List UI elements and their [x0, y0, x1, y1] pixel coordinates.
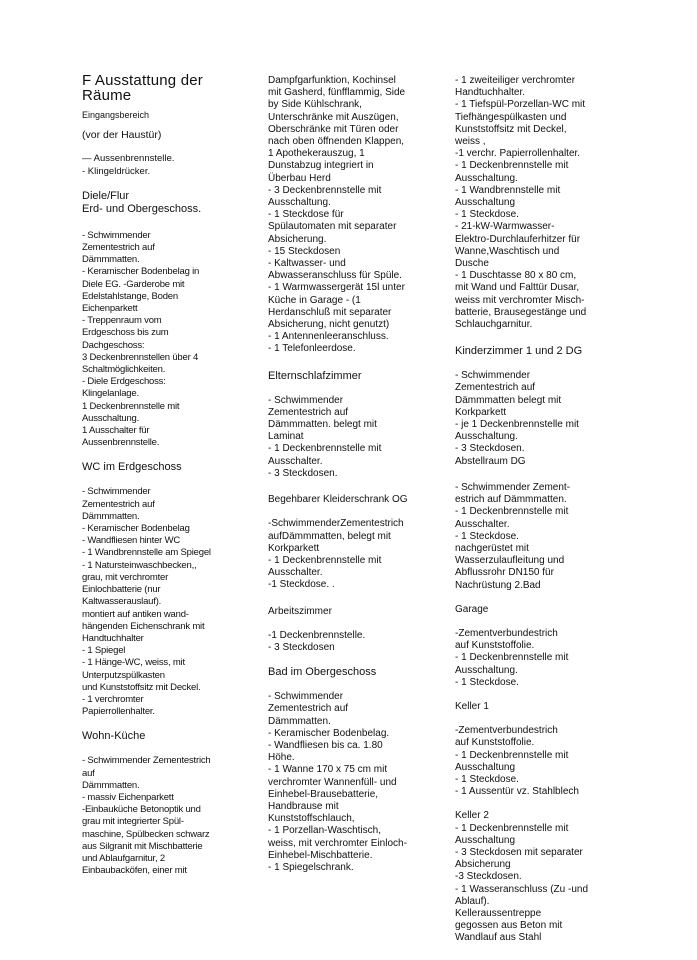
section-subheading: (vor der Haustür): [82, 129, 162, 142]
section-body-wc: - Schwimmender Zementestrich auf Dämmmatten. - Keramischer Bodenbelag - Wandfliesen hinter WC - 1 Wandbrennstelle am Spiegel - 1 Natursteinwaschbecken,, grau, mit verchromter Einlochbatterie (nur Kaltwasserauslauf). montiert auf antiken wand- hängenden Eichenschrank mit Handtuchhalter - 1 Spiegel - 1 Hänge-WC, weiss, mit Unterputzspülkasten und Kunststoffsitz mit Deckel. - 1 verchromter Papierrollenhalter.: [82, 486, 211, 718]
section-body-eingangsbereich: — Aussenbrennstelle. - Klingeldrücker.: [82, 153, 175, 177]
section-heading-keller1: Keller 1: [455, 700, 489, 712]
section-body-abstellraum: - Schwimmender Zement- estrich auf Dämmmatten. - 1 Deckenbrennstelle mit Ausschalter. - 1 Steckdose. nachgerüstet mit Wasserzulaufleitung und Abflussrohr DN150 für Nachrüstung 2.Bad: [455, 481, 571, 591]
section-body-elternschlafzimmer: - Schwimmender Zementestrich auf Dämmmatten. belegt mit Laminat - 1 Deckenbrennstelle mit Ausschalter. - 3 Steckdosen.: [268, 394, 382, 479]
section-heading-diele: Diele/Flur Erd- und Obergeschoss.: [82, 189, 202, 215]
section-heading-kinderzimmer: Kinderzimmer 1 und 2 DG: [455, 345, 583, 358]
section-heading-wohnkueche: Wohn-Küche: [82, 730, 146, 743]
section-body-arbeitszimmer: -1 Deckenbrennstelle. - 3 Steckdosen: [268, 629, 366, 653]
section-heading-kleiderschrank: Begehbarer Kleiderschrank OG: [268, 494, 408, 506]
section-body-kleiderschrank: -SchwimmenderZementestrich aufDämmmatten, belegt mit Korkparkett - 1 Deckenbrennstelle mit Ausschalter. -1 Steckdose. .: [268, 518, 404, 591]
section-body-keller1: -Zementverbundestrich auf Kunststoffolie. - 1 Deckenbrennstelle mit Ausschaltung - 1 Steckdose. - 1 Aussentür vz. Stahlblech: [455, 725, 579, 798]
section-body-kinderzimmer: - Schwimmender Zementestrich auf Dämmmatten belegt mit Korkparkett - je 1 Deckenbrennstelle mit Ausschaltung. - 3 Steckdosen. Abstellraum DG: [455, 370, 579, 467]
section-body-keller2: - 1 Deckenbrennstelle mit Ausschaltung - 3 Steckdosen mit separater Absicherung -3 Steckdosen. - 1 Wasseranschluss (Zu -und Ablauf). Kelleraussentreppe gegossen aus Beton mit Wandlauf aus Stahl: [455, 822, 589, 944]
section-body-bad-og: - Schwimmender Zementestrich auf Dämmmatten. - Keramischer Bodenbelag. - Wandfliesen bis ca. 1.80 Höhe. - 1 Wanne 170 x 75 cm mit verchromter Wannenfüll- und Einhebel-Brausebatterie, Handbrause mit Kunststoffschlauch, - 1 Porzellan-Waschtisch, weiss, mit verchromter Einloch- Einhebel-Mischbatterie. - 1 Spiegelschrank.: [268, 691, 407, 873]
column-2: [268, 75, 440, 874]
section-heading-wc: WC im Erdgeschoss: [82, 461, 182, 474]
column-1: [82, 73, 244, 877]
section-heading-keller2: Keller 2: [455, 810, 489, 822]
section-heading-arbeitszimmer: Arbeitszimmer: [268, 605, 332, 617]
section-body-wohnkueche: - Schwimmender Zementestrich auf Dämmmatten. - massiv Eichenparkett -Einbauküche Betonoptik und grau mit integrierter Spül- maschine, Spülbecken schwarz aus Silgranit mit Mischbatterie und Ablaufgarnitur, 2 Einbaubacköfen, einer mit: [82, 755, 211, 877]
document-title: F Ausstattung der Räume: [82, 72, 203, 104]
section-body-garage: -Zementverbundestrich auf Kunststoffolie. - 1 Deckenbrennstelle mit Ausschaltung. - 1 Steckdose.: [455, 627, 569, 688]
section-heading-bad-og: Bad im Obergeschoss: [268, 666, 377, 679]
section-heading-eingangsbereich: Eingangsbereich: [82, 110, 150, 120]
section-heading-elternschlafzimmer: Elternschlafzimmer: [268, 369, 362, 382]
section-body-diele: - Schwimmender Zementestrich auf Dämmmatten. - Keramischer Bodenbelag in Diele EG. -Garderobe mit Edelstahlstange, Boden Eichenparkett - Treppenraum vom Erdgeschoss bis zum Dachgeschoss: 3 Deckenbrennstellen über 4 Schaltmöglichkeiten. - Diele Erdgeschoss: Klingelanlage. 1 Deckenbrennstelle mit Ausschaltung. 1 Ausschalter für Aussenbrennstelle.: [82, 229, 200, 449]
section-body-kueche-cont: Dampfgarfunktion, Kochinsel mit Gasherd, fünfflammig, Side by Side Kühlschrank, Unterschränke mit Auszügen, Oberschränke mit Türen oder nach oben öffnenden Klappen, 1 Apothekerauszug, 1 Dunstabzug integriert in Überbau Herd - 3 Deckenbrennstelle mit Ausschaltung. - 1 Steckdose für Spülautomaten mit separater Absicherung. - 15 Steckdosen - Kaltwasser- und Abwasseranschluss für Spüle. - 1 Warmwassergerät 15l unter Küche in Garage - (1 Herdanschluß mit separater Absicherung, nicht genutzt) - 1 Antennenleeranschluss. - 1 Telefonleerdose.: [268, 75, 406, 355]
section-body-bad-cont: - 1 zweiteiliger verchromter Handtuchhalter. - 1 Tiefspül-Porzellan-WC mit Tiefhängespülkasten und Kunststoffsitz mit Deckel, weiss , -1 verchr. Papierrollenhalter. - 1 Deckenbrennstelle mit Ausschaltung. - 1 Wandbrennstelle mit Ausschaltung - 1 Steckdose. - 21-kW-Warmwasser- Elektro-Durchlauferhitzer für Wanne,Waschtisch und Dusche - 1 Duschtasse 80 x 80 cm, mit Wand und Falttür Dusar, weiss mit verchromter Misch- batterie, Brausegestänge und Schlauchgarnitur.: [455, 75, 587, 331]
section-heading-garage: Garage: [455, 603, 489, 615]
column-3: [455, 75, 615, 945]
